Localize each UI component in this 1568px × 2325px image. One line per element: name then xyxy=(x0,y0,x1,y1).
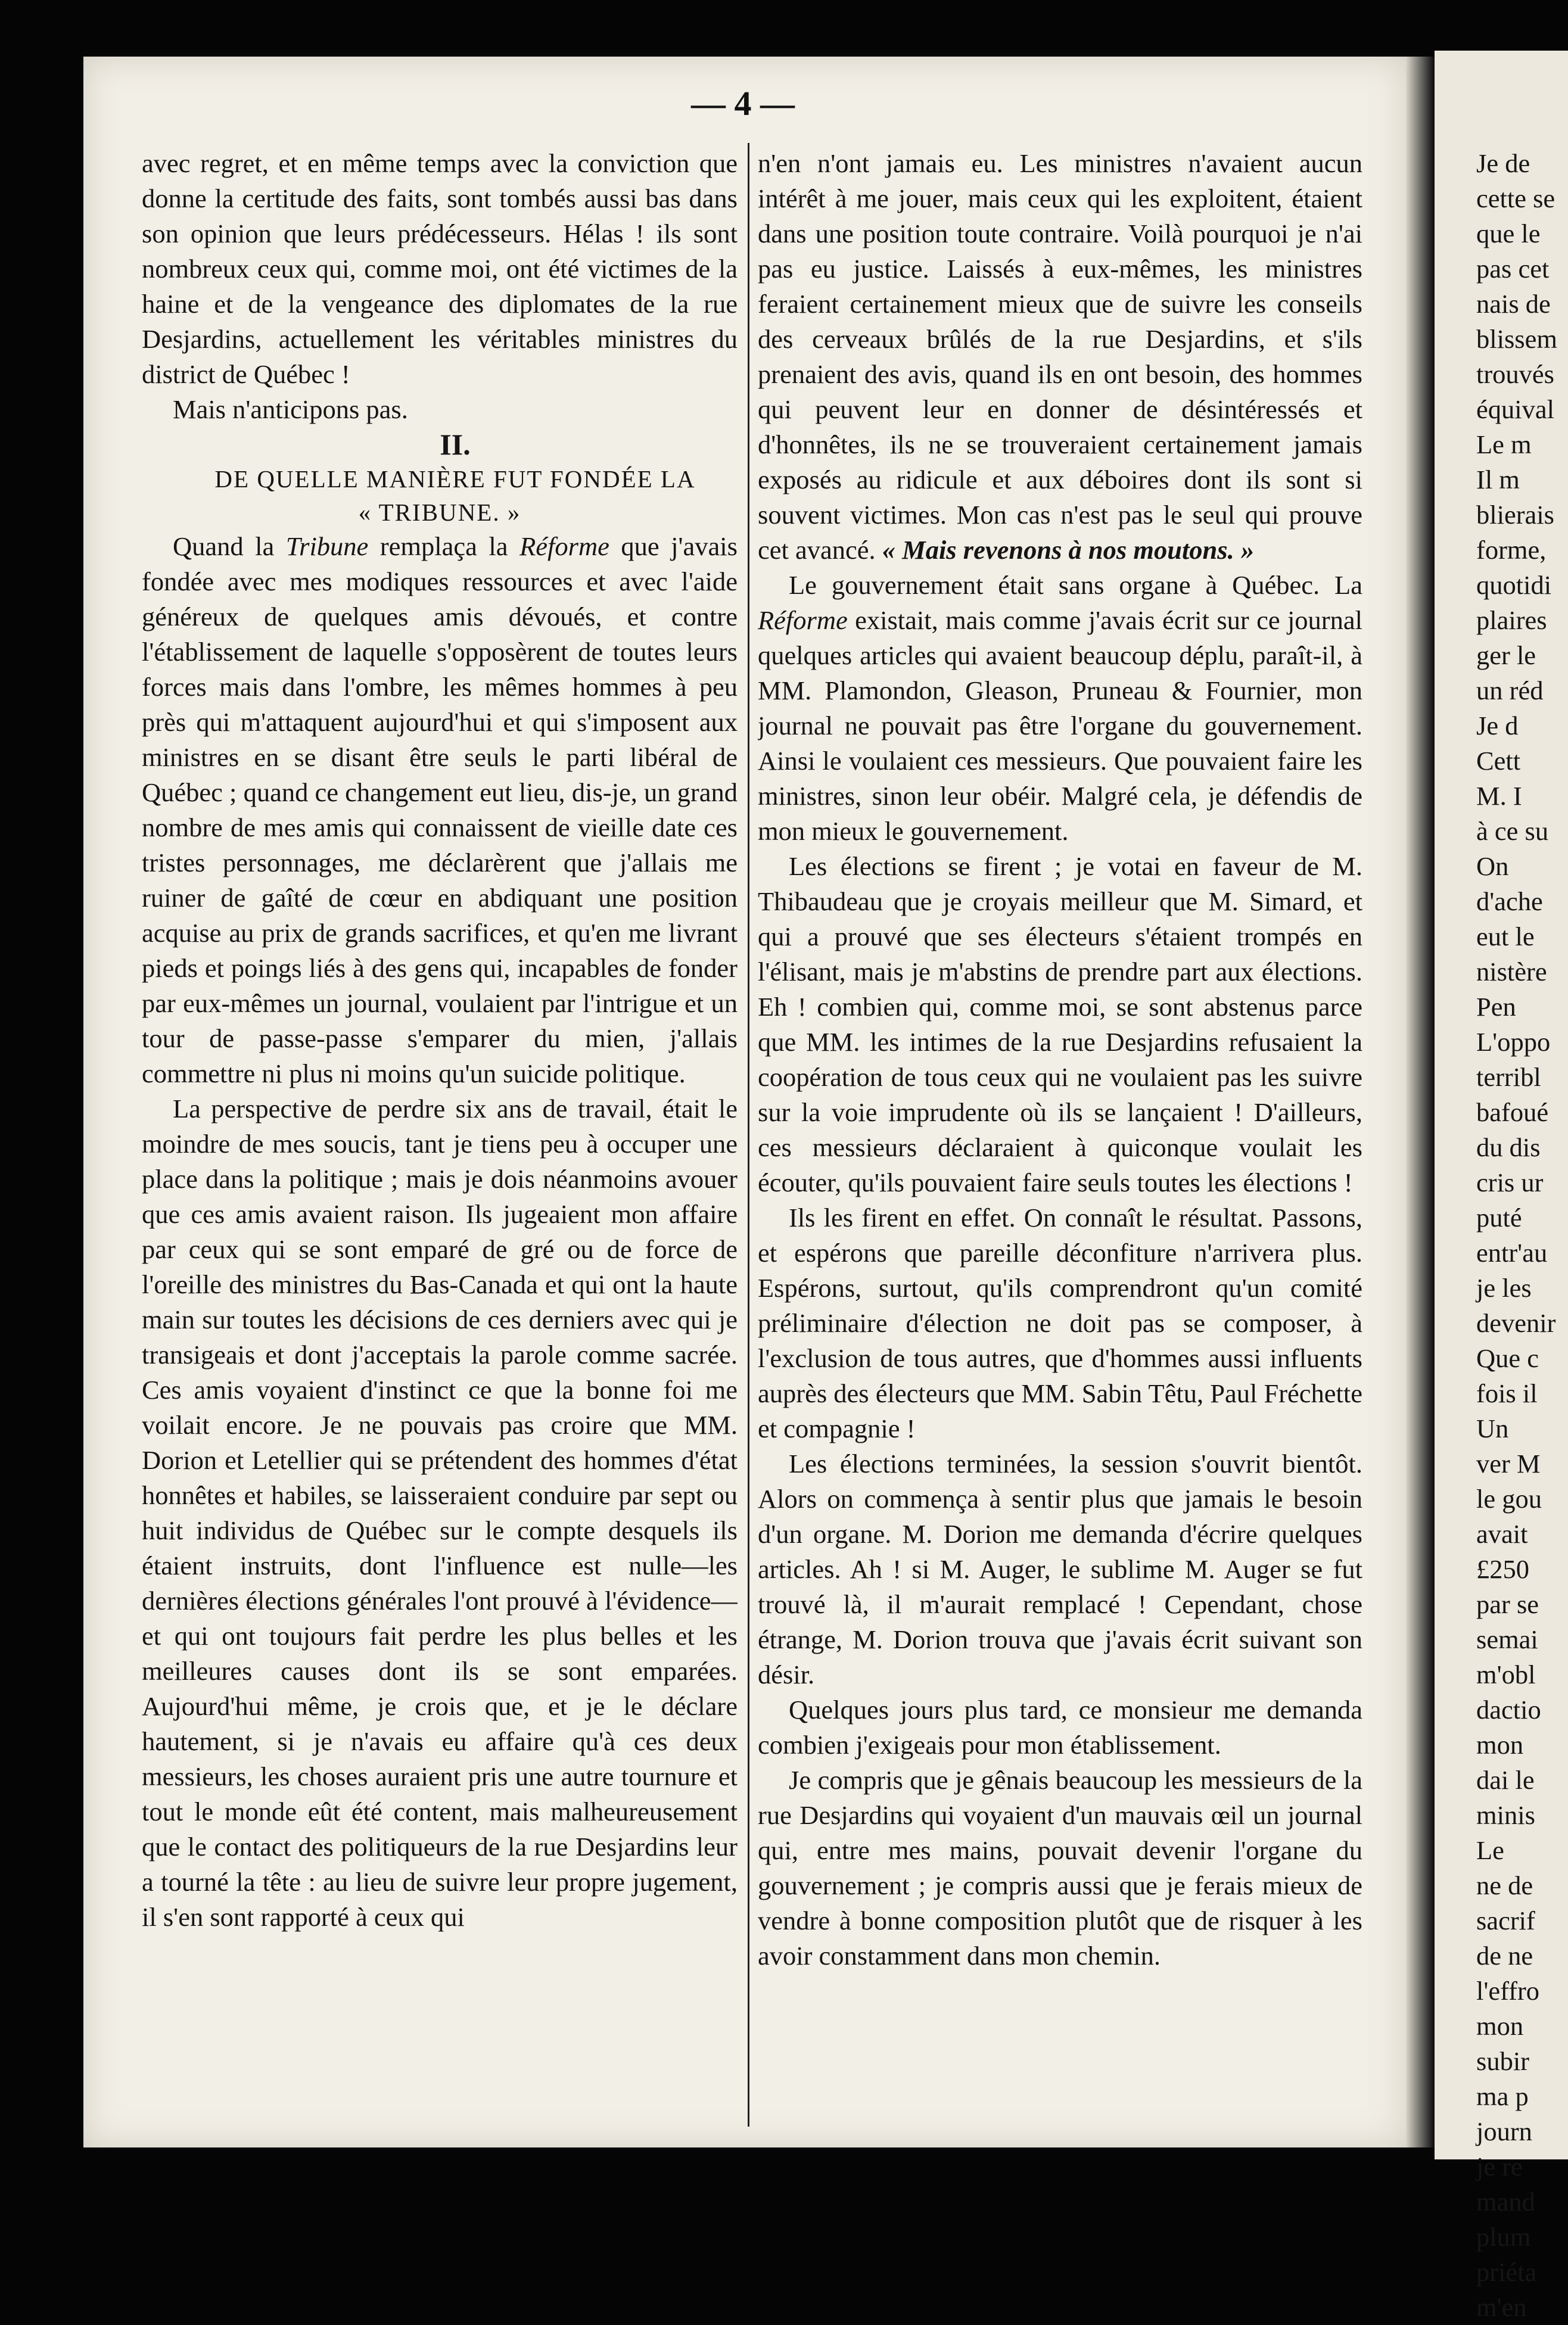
fragment-line: Cett xyxy=(1476,746,1521,776)
paragraph xyxy=(758,146,1362,568)
fragment-line: eut le xyxy=(1476,922,1535,951)
italic-quote: « Mais revenons à nos moutons. » xyxy=(882,535,1255,565)
fragment-line: M. I xyxy=(1476,781,1522,811)
paragraph: Je compris que je gênais beaucoup les messieurs de la rue Desjardins qui voyaient d'un mauvais œil un journal qui, entre mes mains, pouvait devenir l'organe du gouvernement ; je compris aussi que je ferais mieux de vendre à bonne composition plutôt que de risquer à les avoir constamment dans mon chemin. xyxy=(758,1765,1362,1971)
text: existait, mais comme j'avais écrit sur ce journal quelques articles qui avaient beaucoup déplu, paraît-il, à MM. Plamondon, Gleason, Pruneau & Fournier, mon journal ne pouvait pas être l'organe du gouvernement. Ainsi le voulaient ces messieurs. Que pouvaient faire les ministres, sinon leur obéir. Malgré cela, je défendis de mon mieux le gouvernement. xyxy=(758,605,1362,846)
fragment-line: Pen xyxy=(1476,992,1516,1022)
italic-title: Tribune xyxy=(285,531,369,561)
fragment-line: plum xyxy=(1476,2222,1531,2252)
left-column xyxy=(142,146,738,2124)
fragment-line: mon xyxy=(1476,2011,1524,2041)
fragment-line: semai xyxy=(1476,1624,1538,1654)
fragment-line: le gou xyxy=(1476,1484,1542,1514)
fragment-line: £250 xyxy=(1476,1554,1529,1584)
fragment-line: cette se xyxy=(1476,183,1555,213)
fragment-line: plaires xyxy=(1476,605,1547,635)
fragment-line: trouvés xyxy=(1476,359,1555,389)
text: Le gouvernement était sans organe à Québec. La xyxy=(789,570,1362,600)
fragment-line: Le m xyxy=(1476,429,1532,459)
fragment-line: Je d xyxy=(1476,711,1519,740)
fragment-line: bafoué xyxy=(1476,1097,1549,1127)
fragment-line: quotidi xyxy=(1476,570,1552,600)
fragment-line: mand xyxy=(1476,2187,1535,2217)
text: que j'avais fondée avec mes modiques ressources et avec l'aide généreux de quelques amis dévoués, et contre l'établissement de laquelle s'opposèrent de toutes leurs forces mais dans l'ombre, les mêmes hommes à peu près qui m'attaquent aujourd'hui et qui s'imposent aux ministres en se disant être seuls le parti libéral de Québec ; quand ce changement eut lieu, dis-je, un grand nombre de mes amis qui connaissent de vieille date ces tristes personnages, me déclarèrent que j'allais me ruiner de gaîté de cœur en abdiquant une position acquise au prix de grands sacrifices, et qu'en me livrant pieds et poings liés à des gens qui, incapables de fonder par eux-mêmes un journal, voulaient par l'intrigue et un tour de passe-passe s'emparer du mien, j'allais commettre ni plus ni moins qu'un suicide politique. xyxy=(142,531,738,1088)
fragment-line: par se xyxy=(1476,1589,1539,1619)
paragraph: Ils les firent en effet. On connaît le résultat. Passons, et espérons que pareille déconfiture n'arrivera plus. Espérons, surtout, qu'ils comprendront qu'un comité préliminaire d'élection ne doit pas se composer, à l'exclusion de tous autres, que d'hommes aussi influents auprès des électeurs que MM. Sabin Têtu, Paul Fréchette et compagnie ! xyxy=(758,1203,1362,1443)
text: n'en n'ont jamais eu. Les ministres n'avaient aucun intérêt à me jouer, mais ceux qui les exploitent, étaient dans une position toute contraire. Voilà pourquoi je n'ai pas eu justice. Laissés à eux-mêmes, les ministres feraient certainement mieux que de suivre les conseils des cerveaux brûlés de la rue Desjardins, et s'ils prenaient des avis, quand ils en ont besoin, des hommes qui peuvent leur en donner de désintéressés et d'honnêtes, ils ne se trouveraient certainement jamais exposés au ridicule et aux déboires dont ils sont si souvent victimes. Mon cas n'est pas le seul qui prouve cet avancé. xyxy=(758,148,1362,565)
fragment-line: m'obl xyxy=(1476,1660,1536,1689)
text: Quand la xyxy=(173,531,286,561)
fragment-line: cris ur xyxy=(1476,1168,1544,1197)
fragment-line: avait xyxy=(1476,1519,1528,1549)
fragment-line: dactio xyxy=(1476,1695,1541,1725)
paragraph: Les élections se firent ; je votai en faveur de M. Thibaudeau que je croyais meilleur que M. Simard, et qui a prouvé que ses électeurs s'étaient trompés en l'élisant, mais je m'abstins de prendre part aux élections. Eh ! combien qui, comme moi, se sont abstenus parce que MM. les intimes de la rue Desjardins refusaient la coopération de tous ceux qui ne voulaient pas les suivre sur la voie imprudente où ils se lançaient ! D'ailleurs, ces messieurs déclaraient à quiconque voulait les écouter, qu'ils pouvaient faire seuls toutes les élections ! xyxy=(758,851,1362,1197)
fragment-line: journ xyxy=(1476,2117,1532,2146)
italic-title: Réforme xyxy=(519,531,609,561)
middle-column xyxy=(758,146,1362,2124)
fragment-line: blierais xyxy=(1476,500,1554,530)
paragraph xyxy=(758,568,1362,849)
fragment-line: Le xyxy=(1476,1835,1504,1865)
fragment-line: m'en xyxy=(1476,2292,1527,2322)
paragraph: avec regret, et en même temps avec la conviction que donne la certitude des faits, sont tombés aussi bas dans son opinion que leurs prédécesseurs. Hélas ! ils sont nombreux ceux qui, comme moi, ont été victimes de la haine et de la vengeance des diplomates de la rue Desjardins, actuellement les véritables ministres du district de Québec ! xyxy=(142,148,738,389)
fragment-line: Il m xyxy=(1476,465,1520,494)
fragment-line: ne de xyxy=(1476,1870,1533,1900)
fragment-line: je les xyxy=(1476,1273,1532,1303)
right-page-fragment xyxy=(1476,146,1568,2325)
fragment-line: On xyxy=(1476,851,1509,881)
paragraph: Mais n'anticipons pas. xyxy=(173,394,408,424)
section-heading-line: DE QUELLE MANIÈRE FUT FONDÉE LA xyxy=(214,465,696,493)
fragment-line: pas cet xyxy=(1476,254,1550,284)
fragment-line: forme, xyxy=(1476,535,1547,565)
fragment-line: équival xyxy=(1476,394,1554,424)
page-gutter xyxy=(1406,57,1435,2147)
page-number: — 4 — xyxy=(691,84,795,123)
italic-title: Réforme xyxy=(758,605,848,635)
fragment-line: Je de xyxy=(1476,148,1530,178)
fragment-line: ger le xyxy=(1476,640,1536,670)
fragment-line: un réd xyxy=(1476,676,1544,705)
fragment-line: sacrif xyxy=(1476,1906,1535,1935)
paragraph: Quelques jours plus tard, ce monsieur me demanda combien j'exigeais pour mon établissement. xyxy=(758,1695,1362,1760)
fragment-line: subir xyxy=(1476,2046,1529,2076)
section-heading xyxy=(142,462,738,529)
fragment-line: Que c xyxy=(1476,1343,1539,1373)
fragment-line: minis xyxy=(1476,1800,1535,1830)
fragment-line: fois il xyxy=(1476,1378,1538,1408)
fragment-line: que le xyxy=(1476,219,1541,248)
fragment-line: du dis xyxy=(1476,1132,1541,1162)
text: remplaça la xyxy=(368,531,520,561)
fragment-line: je re xyxy=(1476,2152,1523,2181)
fragment-line: nistère xyxy=(1476,957,1547,986)
fragment-line: terribl xyxy=(1476,1062,1541,1092)
fragment-line: mon xyxy=(1476,1730,1524,1760)
fragment-line: de ne xyxy=(1476,1941,1533,1971)
fragment-line: dai le xyxy=(1476,1765,1535,1795)
section-heading-line: « TRIBUNE. » xyxy=(358,499,521,526)
fragment-line: entr'au xyxy=(1476,1238,1548,1268)
fragment-line: priéta xyxy=(1476,2257,1537,2287)
fragment-line: blissem xyxy=(1476,324,1557,354)
fragment-line: à ce su xyxy=(1476,816,1549,846)
fragment-line: puté xyxy=(1476,1203,1522,1232)
fragment-line: ma p xyxy=(1476,2081,1529,2111)
paragraph xyxy=(142,529,738,1091)
fragment-line: ver M xyxy=(1476,1449,1541,1479)
fragment-line: nais de xyxy=(1476,289,1551,319)
paragraph: Les élections terminées, la session s'ouvrit bientôt. Alors on commença à sentir plus que jamais le besoin d'un organe. M. Dorion me demanda d'écrire quelques articles. Ah ! si M. Auger, le sublime M. Auger se fut trouvé là, il m'aurait remplacé ! Cependant, chose étrange, M. Dorion trouva que j'avais écrit suivant son désir. xyxy=(758,1449,1362,1689)
section-number: II. xyxy=(440,428,471,461)
fragment-line: L'oppo xyxy=(1476,1027,1551,1057)
column-rule xyxy=(748,143,749,2127)
paragraph: La perspective de perdre six ans de travail, était le moindre de mes soucis, tant je tiens peu à occuper une place dans la politique ; mais je dois néanmoins avouer que ces amis avaient raison. Ils jugeaient mon affaire par ceux qui se sont emparé de gré ou de force de l'oreille des ministres du Bas-Canada et qui ont la haute main sur toutes les décisions de ces derniers avec qui je transigeais et dont j'acceptais la parole comme sacrée. Ces amis voyaient d'instinct ce que la bonne foi me voilait encore. Je ne pouvais pas croire que MM. Dorion et Letellier qui se prétendent des hommes d'état honnêtes et habiles, se laisseraient conduire par sept ou huit individus de Québec sur le compte desquels ils étaient instruits, dont l'influence est nulle—les dernières élections générales l'ont prouvé à l'évidence—et qui ont toujours fait perdre les plus belles et les meilleures causes dont ils se sont emparées. Aujourd'hui même, je crois que, et je le déclare hautement, si je n'avais eu affaire qu'à ces deux messieurs, les choses auraient pris une autre tournure et tout le monde eût été content, mais malheureusement que le contact des politiqueurs de la rue Desjardins leur a tourné la tête : au lieu de suivre leur propre jugement, il s'en sont rapporté à ceux qui xyxy=(142,1094,738,1932)
fragment-line: Un xyxy=(1476,1414,1509,1443)
fragment-line: l'effro xyxy=(1476,1976,1540,2006)
fragment-line: devenir xyxy=(1476,1308,1556,1338)
fragment-line: d'ache xyxy=(1476,886,1543,916)
